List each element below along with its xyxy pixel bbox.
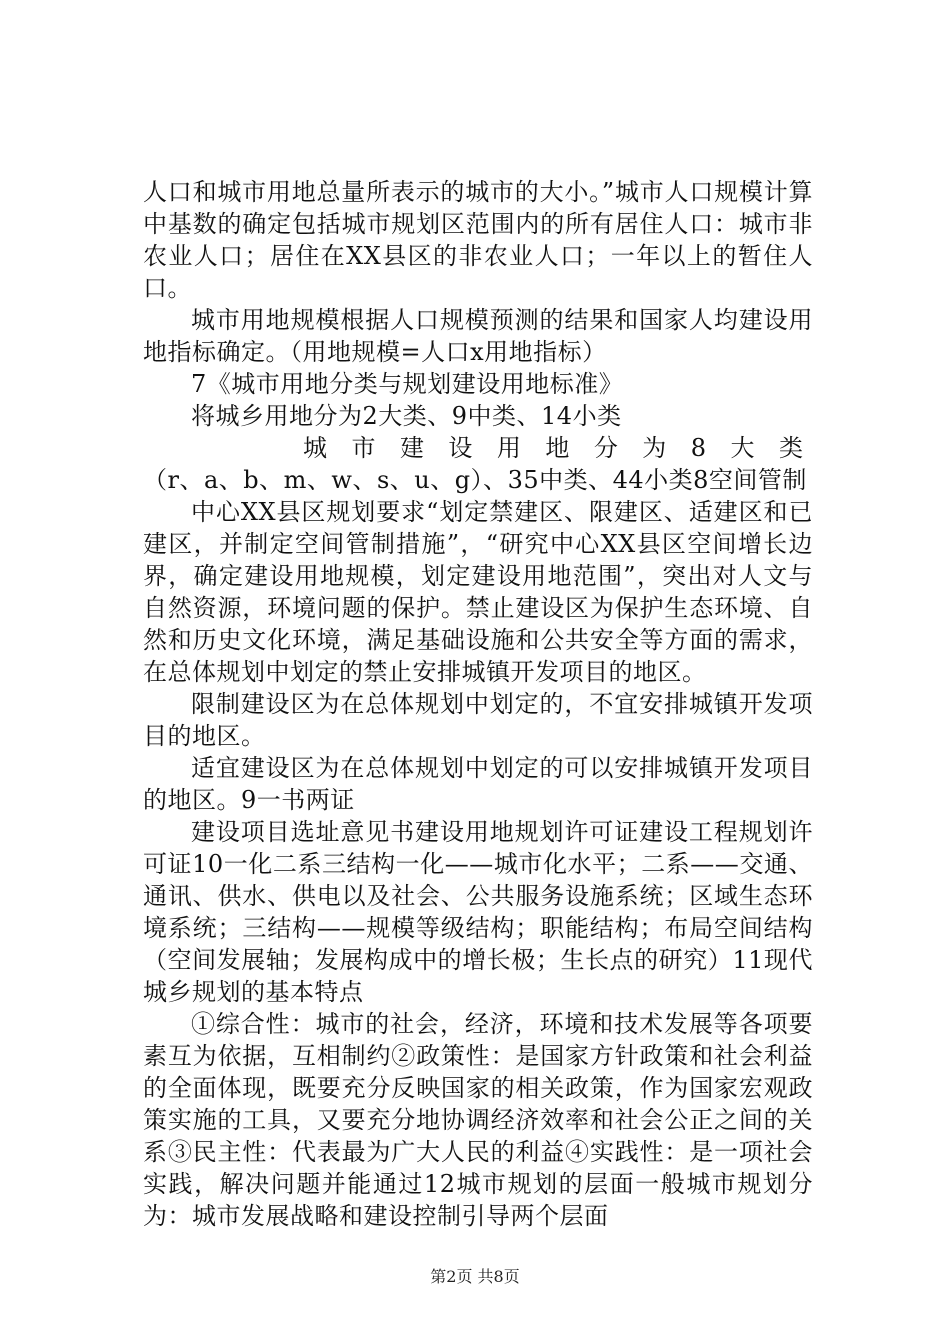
paragraph-spatial-control: 中心XX县区规划要求“划定禁建区、限建区、适建区和已建区，并制定空间管制措施”，“研究中心XX县区空间增长边界，确定建设用地规模，划定建设用地范围”，突出对人文与自然资源，环境问题的保护。禁止建设区为保护生态环境、自然和历史文化环境，满足基础设施和公共安全等方面的需求，在总体规划中划定的禁止安排城镇开发项目的地区。 bbox=[143, 498, 813, 686]
body-text bbox=[143, 176, 813, 1232]
page-footer: 第2页 共8页 bbox=[430, 1267, 520, 1286]
paragraph-urban-rural-classes: 将城乡用地分为2大类、9中类、14小类 bbox=[191, 402, 622, 430]
paragraph-standard-title: 7《城市用地分类与规划建设用地标准》 bbox=[191, 370, 624, 398]
paragraph-restricted-zone: 限制建设区为在总体规划中划定的，不宜安排城镇开发项目的地区。 bbox=[143, 690, 813, 750]
paragraph-construction-classes: 城市建设用地分为8大类 bbox=[303, 434, 813, 462]
paragraph-population-definition: 人口和城市用地总量所表示的城市的大小。”城市人口规模计算中基数的确定包括城市规划区范围内的所有居住人口：城市非农业人口；居住在XX县区的非农业人口；一年以上的暂住人口。 bbox=[143, 178, 813, 302]
paragraph-class-codes: （r、a、b、m、w、s、u、g）、35中类、44小类8空间管制 bbox=[143, 466, 807, 494]
paragraph-planning-features: ①综合性：城市的社会，经济，环境和技术发展等各项要素互为依据，互相制约②政策性：是国家方针政策和社会利益的全面体现，既要充分反映国家的相关政策，作为国家宏观政策实施的工具，又要充分地协调经济效率和社会公正之间的关系③民主性：代表最为广大人民的利益④实践性：是一项社会实践，解决问题并能通过12城市规划的层面一般城市规划分为：城市发展战略和建设控制引导两个层面 bbox=[143, 1010, 813, 1230]
paragraph-suitable-zone: 适宜建设区为在总体规划中划定的可以安排城镇开发项目的地区。9一书两证 bbox=[143, 754, 813, 814]
paragraph-permits-structure: 建设项目选址意见书建设用地规划许可证建设工程规划许可证10一化二系三结构一化——城市化水平；二系——交通、通讯、供水、供电以及社会、公共服务设施系统；区域生态环境系统；三结构——规模等级结构；职能结构；布局空间结构（空间发展轴；发展构成中的增长极；生长点的研究）11现代城乡规划的基本特点 bbox=[143, 818, 813, 1006]
paragraph-land-scale: 城市用地规模根据人口规模预测的结果和国家人均建设用地指标确定。（用地规模=人口x用地指标） bbox=[143, 306, 813, 366]
